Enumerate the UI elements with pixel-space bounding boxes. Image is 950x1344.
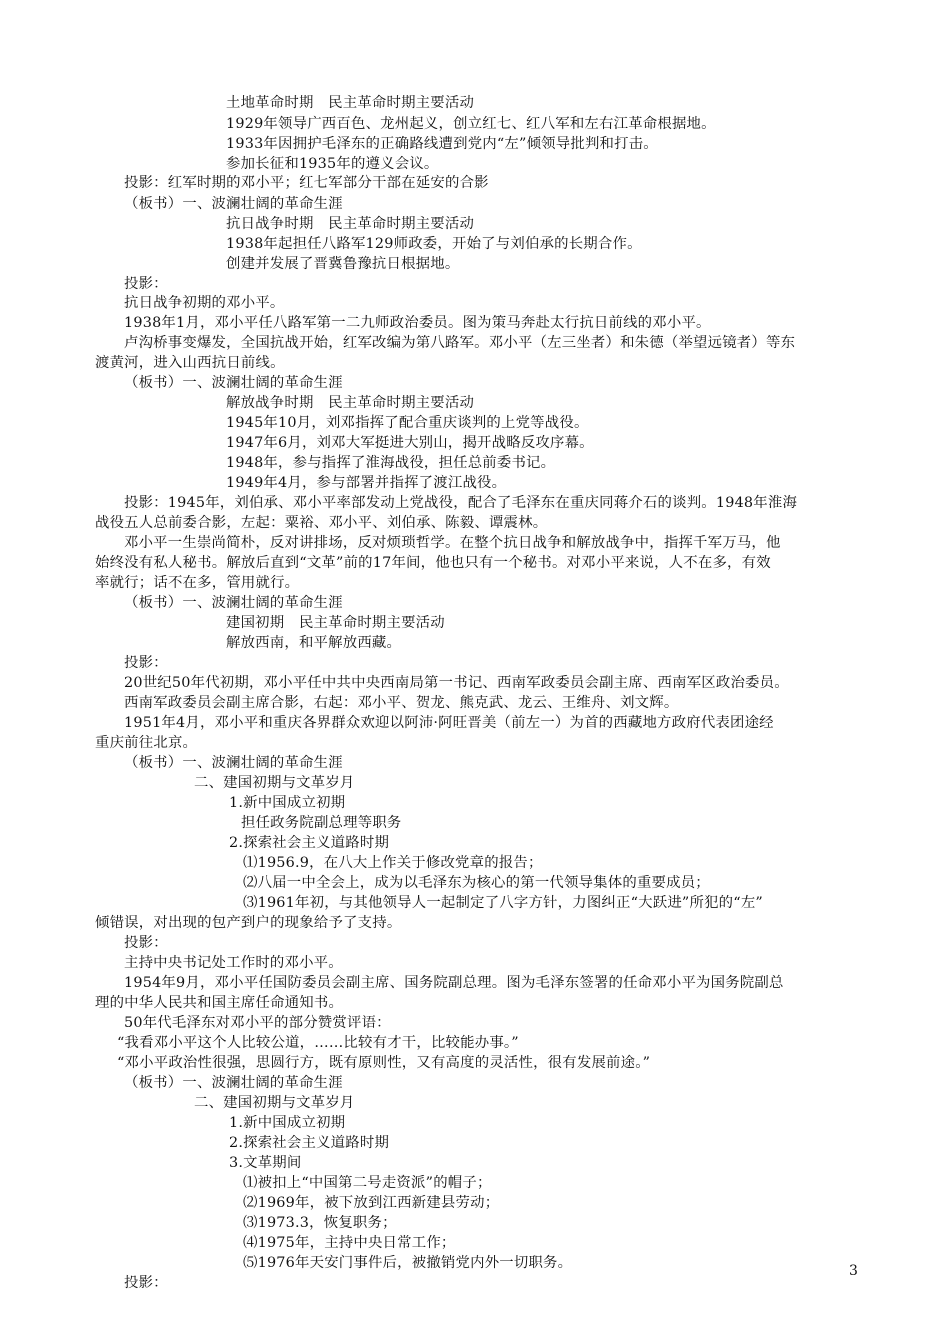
- text-line: 解放西南，和平解放西藏。: [226, 635, 402, 651]
- text-line: 1951年4月，邓小平和重庆各界群众欢迎以阿沛·阿旺晋美（前左一）为首的西藏地方政府代表团途经: [124, 715, 774, 731]
- text-line: 理的中华人民共和国主席任命通知书。: [95, 995, 344, 1011]
- text-line: 土地革命时期 民主革命时期主要活动: [226, 95, 475, 111]
- text-line: 1938年起担任八路军129师政委，开始了与刘伯承的长期合作。: [226, 236, 642, 252]
- text-line: （板书）一、波澜壮阔的革命生涯: [124, 595, 343, 611]
- text-line: 2.探索社会主义道路时期: [229, 835, 390, 851]
- text-line: 建国初期 民主革命时期主要活动: [226, 615, 445, 631]
- text-line: 解放战争时期 民主革命时期主要活动: [226, 395, 475, 411]
- text-line: 创建并发展了晋冀鲁豫抗日根据地。: [226, 256, 460, 272]
- text-line: 二、建国初期与文革岁月: [194, 775, 355, 791]
- text-line: 20世纪50年代初期，邓小平任中共中央西南局第一书记、西南军政委员会副主席、西南军区政治委员。: [124, 675, 789, 691]
- text-line: （板书）一、波澜壮阔的革命生涯: [124, 375, 343, 391]
- text-line: ⑵八届一中全会上，成为以毛泽东为核心的第一代领导集体的重要成员；: [243, 875, 710, 891]
- text-line: （板书）一、波澜壮阔的革命生涯: [124, 1075, 343, 1091]
- text-line: 1945年10月，刘邓指挥了配合重庆谈判的上党等战役。: [226, 415, 589, 431]
- text-line: 始终没有私人秘书。解放后直到“文革”前的17年间，他也只有一个秘书。对邓小平来说，人不在多，有效: [95, 555, 771, 571]
- text-line: 战役五人总前委合影，左起：粟裕、邓小平、刘伯承、陈毅、谭震林。: [95, 515, 548, 531]
- text-line: 渡黄河，进入山西抗日前线。: [95, 355, 285, 371]
- text-line: 1947年6月，刘邓大军挺进大别山，揭开战略反攻序幕。: [226, 435, 594, 451]
- text-line: 参加长征和1935年的遵义会议。: [226, 156, 439, 172]
- text-line: “我看邓小平这个人比较公道，……比较有才干，比较能办事。”: [117, 1035, 519, 1051]
- text-line: 西南军政委员会副主席合影，右起：邓小平、贺龙、熊克武、龙云、王维舟、刘文辉。: [124, 695, 679, 711]
- text-line: 二、建国初期与文革岁月: [194, 1095, 355, 1111]
- text-line: 50年代毛泽东对邓小平的部分赞赏评语：: [124, 1015, 391, 1031]
- page-number: 3: [849, 1263, 858, 1279]
- text-line: 抗日战争初期的邓小平。: [124, 295, 285, 311]
- text-line: ⑶1961年初，与其他领导人一起制定了八字方针，力图纠正“大跃进”所犯的“左”: [243, 895, 763, 911]
- text-line: ⑵1969年，被下放到江西新建县劳动；: [243, 1195, 500, 1211]
- text-line: 投影：: [124, 276, 168, 292]
- text-line: 1954年9月，邓小平任国防委员会副主席、国务院副总理。图为毛泽东签署的任命邓小平为国务院副总: [124, 975, 784, 991]
- text-line: 3.文革期间: [229, 1155, 302, 1171]
- text-line: 1.新中国成立初期: [229, 795, 346, 811]
- text-line: 投影：红军时期的邓小平；红七军部分干部在延安的合影: [124, 175, 489, 191]
- text-line: 投影：: [124, 935, 168, 951]
- text-line: 投影：: [124, 1275, 168, 1291]
- text-line: ⑴1956.9，在八大上作关于修改党章的报告；: [243, 855, 543, 871]
- text-line: 1949年4月，参与部署并指挥了渡江战役。: [226, 475, 507, 491]
- text-line: 主持中央书记处工作时的邓小平。: [124, 955, 343, 971]
- text-line: 投影：: [124, 655, 168, 671]
- text-line: ⑸1976年天安门事件后，被撤销党内外一切职务。: [243, 1255, 573, 1271]
- text-line: 1938年1月，邓小平任八路军第一二九师政治委员。图为策马奔赴太行抗日前线的邓小平。: [124, 315, 711, 331]
- text-line: 1948年，参与指挥了淮海战役，担任总前委书记。: [226, 455, 556, 471]
- text-line: ⑴被扣上“中国第二号走资派”的帽子；: [243, 1175, 492, 1191]
- text-line: 倾错误，对出现的包产到户的现象给予了支持。: [95, 915, 402, 931]
- text-line: 邓小平一生崇尚简朴，反对讲排场，反对烦琐哲学。在整个抗日战争和解放战争中，指挥千军万马，他: [124, 535, 781, 551]
- text-line: 抗日战争时期 民主革命时期主要活动: [226, 216, 475, 232]
- text-line: ⑶1973.3，恢复职务；: [243, 1215, 397, 1231]
- text-line: （板书）一、波澜壮阔的革命生涯: [124, 196, 343, 212]
- text-line: “邓小平政治性很强，思圆行方，既有原则性，又有高度的灵活性，很有发展前途。”: [117, 1055, 651, 1071]
- text-line: 1929年领导广西百色、龙州起义，创立红七、红八军和左右江革命根据地。: [226, 116, 716, 132]
- text-line: 卢沟桥事变爆发，全国抗战开始，红军改编为第八路军。邓小平（左三坐者）和朱德（举望远镜者）等东: [124, 335, 796, 351]
- text-line: 2.探索社会主义道路时期: [229, 1135, 390, 1151]
- text-line: 1933年因拥护毛泽东的正确路线遭到党内“左”倾领导批判和打击。: [226, 136, 658, 152]
- text-line: 率就行；话不在多，管用就行。: [95, 575, 300, 591]
- text-line: 1.新中国成立初期: [229, 1115, 346, 1131]
- text-line: 投影：1945年，刘伯承、邓小平率部发动上党战役，配合了毛泽东在重庆同蒋介石的谈判。1948年淮海: [124, 495, 798, 511]
- text-line: ⑷1975年，主持中央日常工作；: [243, 1235, 456, 1251]
- text-line: 重庆前往北京。: [95, 735, 198, 751]
- text-line: 担任政务院副总理等职务: [241, 815, 402, 831]
- text-line: （板书）一、波澜壮阔的革命生涯: [124, 755, 343, 771]
